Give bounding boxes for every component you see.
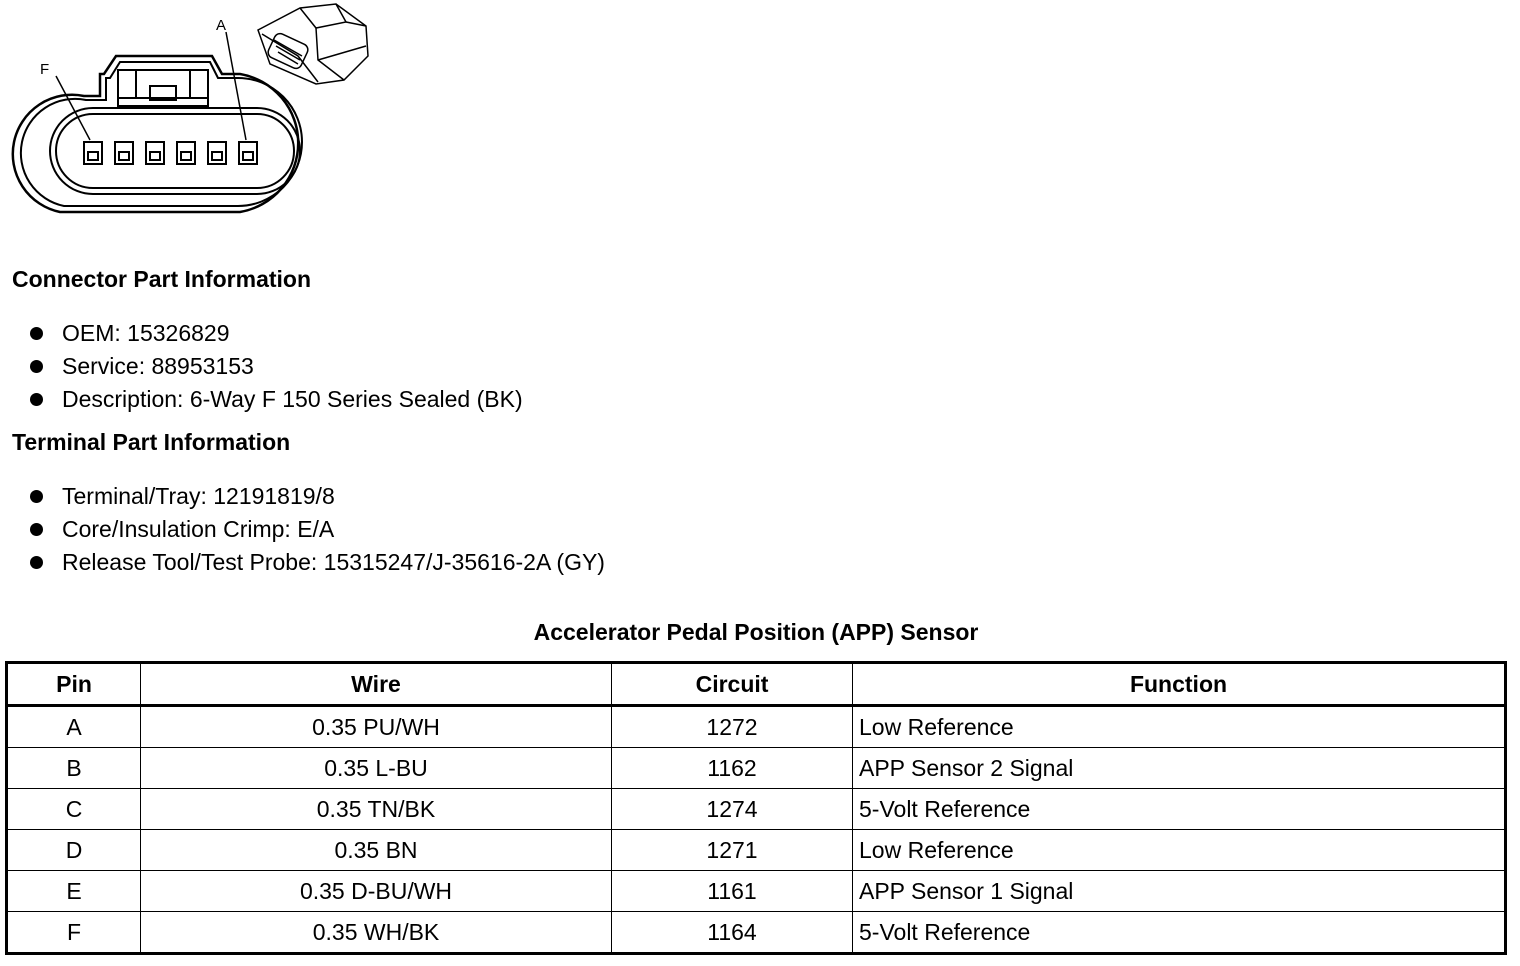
connector-perspective-view — [258, 4, 368, 84]
cell-function: APP Sensor 2 Signal — [853, 748, 1506, 789]
pin-f-label: F — [40, 61, 50, 78]
pin-table — [5, 661, 1507, 955]
cell-wire: 0.35 D-BU/WH — [141, 871, 612, 912]
cell-pin: E — [7, 871, 141, 912]
table-row — [7, 871, 1506, 912]
table-row — [7, 830, 1506, 871]
table-header-row — [7, 663, 1506, 706]
cell-circuit: 1161 — [612, 871, 853, 912]
cell-circuit: 1271 — [612, 830, 853, 871]
table-row — [7, 706, 1506, 748]
table-row — [7, 912, 1506, 954]
cell-wire: 0.35 L-BU — [141, 748, 612, 789]
pin-a-label: A — [216, 17, 227, 34]
cell-function: 5-Volt Reference — [853, 789, 1506, 830]
pin-a-leader-line — [226, 32, 246, 140]
terminal-part-info-list — [28, 480, 605, 579]
cell-wire: 0.35 WH/BK — [141, 912, 612, 954]
bullet-icon — [30, 556, 43, 569]
cell-function: Low Reference — [853, 706, 1506, 748]
list-item-text: Core/Insulation Crimp: E/A — [62, 516, 335, 542]
list-item-text: Description: 6-Way F 150 Series Sealed (BK) — [62, 386, 523, 412]
bullet-icon — [30, 490, 43, 503]
cell-pin: D — [7, 830, 141, 871]
list-item — [28, 513, 605, 546]
cell-pin: C — [7, 789, 141, 830]
connector-diagram — [0, 0, 400, 230]
cell-function: 5-Volt Reference — [853, 912, 1506, 954]
list-item-text: Terminal/Tray: 12191819/8 — [62, 483, 335, 509]
cell-wire: 0.35 TN/BK — [141, 789, 612, 830]
list-item — [28, 546, 605, 579]
terminal-cavities — [84, 142, 257, 164]
list-item — [28, 480, 605, 513]
cell-pin: A — [7, 706, 141, 748]
list-item — [28, 383, 523, 416]
list-item — [28, 317, 523, 350]
bullet-icon — [30, 523, 43, 536]
connector-part-info-heading: Connector Part Information — [12, 266, 312, 292]
cell-circuit: 1164 — [612, 912, 853, 954]
bullet-icon — [30, 393, 43, 406]
list-item — [28, 350, 523, 383]
cell-wire: 0.35 PU/WH — [141, 706, 612, 748]
connector-face-outline — [13, 56, 302, 212]
cell-circuit: 1162 — [612, 748, 853, 789]
list-item-text: Release Tool/Test Probe: 15315247/J-35616-2A (GY) — [62, 549, 605, 575]
table-row — [7, 789, 1506, 830]
table-row — [7, 748, 1506, 789]
column-header-function: Function — [853, 663, 1506, 706]
cell-circuit: 1274 — [612, 789, 853, 830]
pin-table-title: Accelerator Pedal Position (APP) Sensor — [533, 619, 979, 645]
column-header-pin: Pin — [7, 663, 141, 706]
terminal-part-info-heading: Terminal Part Information — [12, 429, 291, 455]
cell-circuit: 1272 — [612, 706, 853, 748]
connector-part-info-list — [28, 317, 523, 416]
cell-pin: B — [7, 748, 141, 789]
column-header-circuit: Circuit — [612, 663, 853, 706]
bullet-icon — [30, 360, 43, 373]
cell-function: Low Reference — [853, 830, 1506, 871]
cell-pin: F — [7, 912, 141, 954]
cell-wire: 0.35 BN — [141, 830, 612, 871]
column-header-wire: Wire — [141, 663, 612, 706]
bullet-icon — [30, 327, 43, 340]
cell-function: APP Sensor 1 Signal — [853, 871, 1506, 912]
list-item-text: Service: 88953153 — [62, 353, 254, 379]
list-item-text: OEM: 15326829 — [62, 320, 230, 346]
